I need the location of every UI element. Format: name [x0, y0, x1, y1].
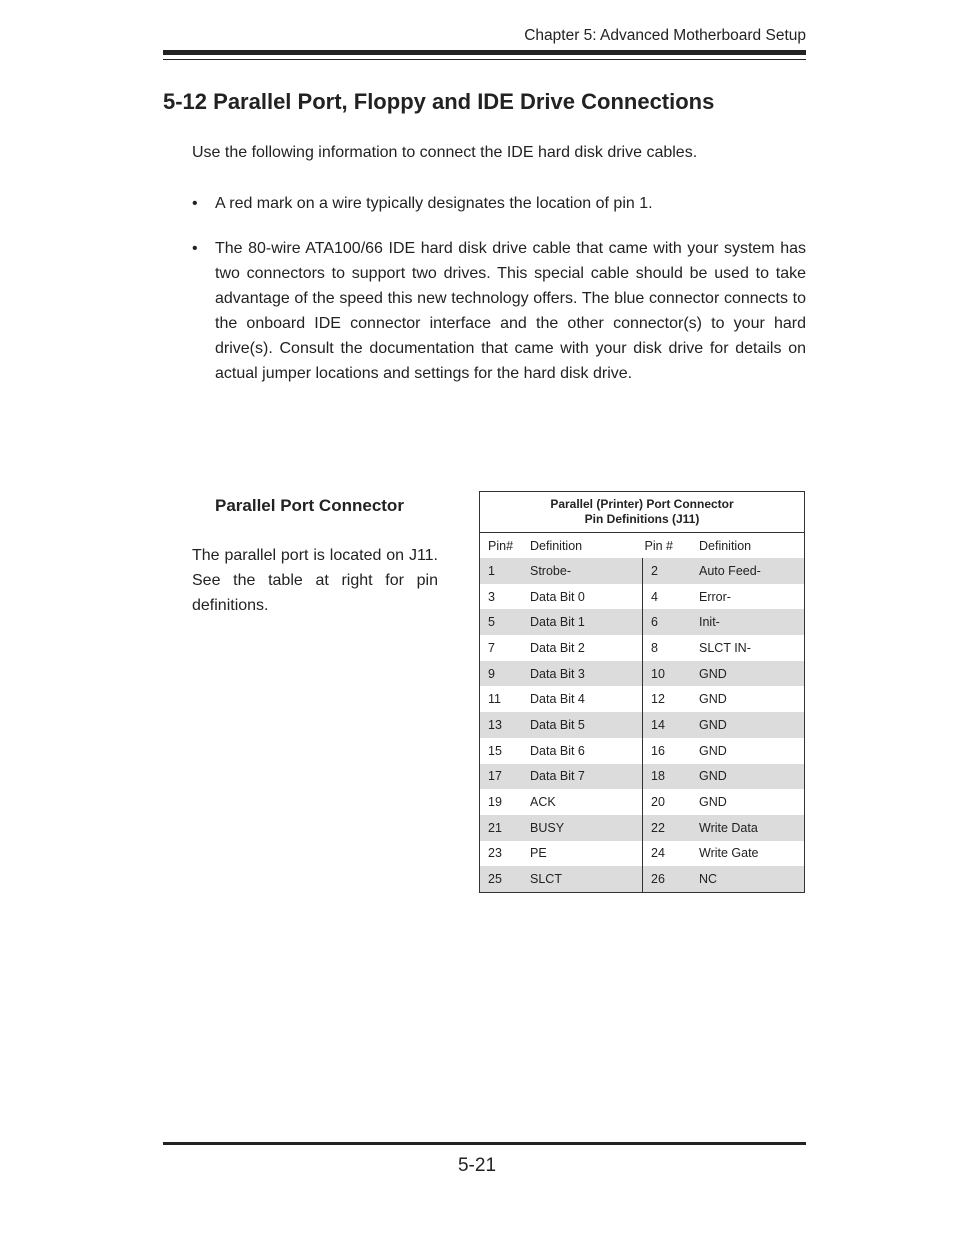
pin-number-cell: 26 — [643, 866, 700, 892]
table-row — [480, 609, 805, 635]
pin-number-cell: 22 — [643, 815, 700, 841]
pin-definition-cell: Data Bit 6 — [530, 743, 585, 758]
column-header: Pin# — [488, 538, 514, 553]
pin-number-cell: 4 — [643, 584, 700, 610]
column-header: Definition — [699, 538, 752, 553]
pin-number-cell: 15 — [488, 743, 502, 758]
table-row — [480, 686, 805, 712]
table-row — [480, 712, 805, 738]
column-header: Pin # — [644, 538, 673, 553]
pin-definition-cell: Data Bit 4 — [530, 692, 585, 707]
bullet-symbol: • — [192, 195, 198, 212]
pin-number-cell: 19 — [488, 795, 502, 810]
pin-number-cell: 14 — [643, 712, 700, 738]
pin-definition-cell: SLCT — [530, 866, 643, 892]
column-header: Definition — [530, 538, 583, 553]
pin-definition-cell: Write Data — [699, 815, 805, 841]
table-row — [480, 789, 805, 815]
bullet-item — [192, 191, 806, 216]
pin-definition-cell: GND — [699, 764, 805, 790]
table-title-line-2: Pin Definitions (J11) — [584, 512, 700, 526]
pin-definition-cell: GND — [699, 692, 727, 707]
page-number: 5-21 — [457, 1155, 497, 1176]
pin-number-cell: 13 — [480, 712, 531, 738]
pin-number-cell: 1 — [480, 558, 531, 584]
section-title: 5-12 Parallel Port, Floppy and IDE Drive Connections — [163, 89, 715, 114]
pin-number-cell: 21 — [480, 815, 531, 841]
pin-definition-cell: GND — [699, 795, 727, 810]
table-row — [480, 764, 805, 790]
bullet-text: A red mark on a wire typically designates the location of pin 1. — [215, 195, 653, 212]
pin-definition-cell: Data Bit 3 — [530, 661, 643, 687]
pin-definition-cell: Strobe- — [530, 558, 643, 584]
table-row — [480, 841, 805, 867]
table-row — [480, 661, 805, 687]
pin-number-cell: 24 — [643, 841, 700, 867]
table-row — [480, 866, 805, 892]
bullet-list — [192, 191, 806, 406]
table-row — [480, 558, 805, 584]
table-row — [480, 584, 805, 610]
pin-definition-cell: GND — [699, 712, 805, 738]
pin-definition-cell: Data Bit 2 — [530, 640, 585, 655]
pin-definition-cell: Data Bit 0 — [530, 589, 585, 604]
pin-definition-cell: Data Bit 1 — [530, 609, 643, 635]
pin-definition-cell: Auto Feed- — [699, 558, 805, 584]
pin-number-cell: 16 — [643, 738, 700, 764]
pin-number-cell: 7 — [488, 640, 495, 655]
pin-definition-cell: Init- — [699, 609, 805, 635]
pin-number-cell: 8 — [643, 635, 700, 661]
running-header: Chapter 5: Advanced Motherboard Setup — [524, 27, 806, 44]
pin-number-cell: 5 — [480, 609, 531, 635]
pin-number-cell: 6 — [643, 609, 700, 635]
pin-number-cell: 2 — [643, 558, 700, 584]
table-title — [480, 492, 805, 533]
pin-definition-cell: GND — [699, 661, 805, 687]
pin-number-cell: 3 — [488, 589, 495, 604]
bullet-item — [192, 236, 806, 386]
pin-number-cell: 9 — [480, 661, 531, 687]
pin-definition-cell: PE — [530, 846, 547, 861]
bullet-text: The 80-wire ATA100/66 IDE hard disk drive cable that came with your system has two connectors to support two drives. This special cable should be used to take advantage of the speed this new technology offers. The blue connector connects to the onboard IDE connector interface and the other connector(s) to your hard drive(s). Consult the documentation that came with your disk drive for details on actual jumper locations and settings for the hard disk drive. — [215, 240, 806, 382]
parallel-port-description: The parallel port is located on J11. See the table at right for pin definitions. — [192, 547, 438, 614]
intro-paragraph: Use the following information to connect the IDE hard disk drive cables. — [192, 144, 698, 161]
pin-definition-cell: NC — [699, 866, 805, 892]
pin-number-cell: 10 — [643, 661, 700, 687]
footer-rule — [163, 1142, 806, 1145]
header-rule-thick — [163, 50, 806, 55]
parallel-port-heading: Parallel Port Connector — [215, 496, 404, 515]
table-row — [480, 738, 805, 764]
pin-number-cell: 18 — [643, 764, 700, 790]
pin-number-cell: 17 — [480, 764, 531, 790]
pin-definition-cell: Data Bit 7 — [530, 764, 643, 790]
table-title-line-1: Parallel (Printer) Port Connector — [550, 497, 734, 511]
pin-number-cell: 11 — [488, 692, 501, 707]
pin-definition-cell: SLCT IN- — [699, 640, 751, 655]
column-header-row — [480, 533, 805, 559]
header-rule-thin — [163, 59, 806, 60]
pin-number-cell: 25 — [480, 866, 531, 892]
pin-number-cell: 20 — [643, 789, 700, 815]
pin-number-cell: 23 — [488, 846, 502, 861]
table-row — [480, 635, 805, 661]
pin-definition-table — [479, 491, 805, 893]
pin-definition-cell: ACK — [530, 795, 556, 810]
bullet-symbol: • — [192, 240, 198, 257]
table-title-row — [480, 492, 805, 533]
pin-definition-cell: Error- — [699, 589, 731, 604]
pin-definition-cell: BUSY — [530, 815, 643, 841]
pin-definition-cell: Write Gate — [699, 846, 759, 861]
pin-definition-cell: GND — [699, 743, 727, 758]
table-row — [480, 815, 805, 841]
pin-definition-cell: Data Bit 5 — [530, 712, 643, 738]
pin-number-cell: 12 — [643, 686, 700, 712]
